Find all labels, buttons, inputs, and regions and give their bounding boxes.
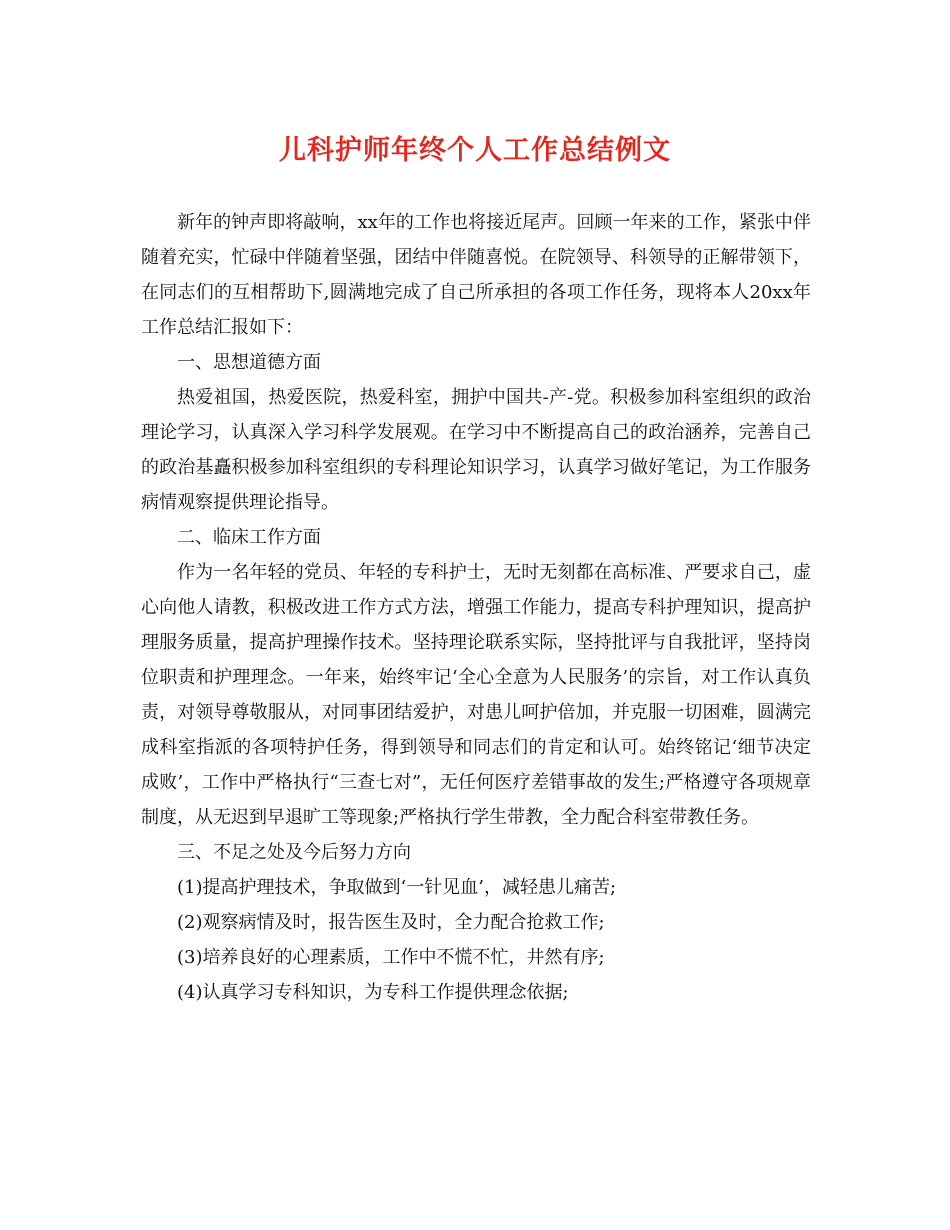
section-heading-improvement: 三、不足之处及今后努力方向 (177, 842, 411, 863)
improvement-item: (2)观察病情及时，报告医生及时，全力配合抢救工作; (177, 912, 605, 933)
section-heading-clinical: 二、临床工作方面 (177, 527, 321, 548)
improvement-item: (4)认真学习专科知识，为专科工作提供理念依据; (177, 982, 569, 1003)
improvement-item: (3)培养良好的心理素质，工作中不慌不忙，井然有序; (177, 947, 605, 968)
document-body (141, 205, 811, 1010)
section-heading-morality: 一、思想道德方面 (177, 352, 321, 373)
section-body-morality: 热爱祖国，热爱医院，热爱科室，拥护中国共-产-党。积极参加科室组织的政治理论学习，认真深入学习科学发展观。在学习中不断提高自己的政治涵养，完善自己的政治基矗积极参加科室组织的专科理论知识学习，认真学习做好笔记，为工作服务病情观察提供理论指导。 (141, 387, 811, 513)
section-body-clinical: 作为一名年轻的党员、年轻的专科护士，无时无刻都在高标准、严要求自己，虚心向他人请教，积极改进工作方式方法，增强工作能力，提高专科护理知识，提高护理服务质量，提高护理操作技术。坚持理论联系实际，坚持批评与自我批评，坚持岗位职责和护理理念。一年来，始终牢记‘全心全意为人民服务’的宗旨，对工作认真负责，对领导尊敬服从，对同事团结爱护，对患儿呵护倍加，并克服一切困难，圆满完成科室指派的各项特护任务，得到领导和同志们的肯定和认可。始终铭记‘细节决定成败’，工作中严格执行“三查七对”，无任何医疗差错事故的发生;严格遵守各项规章制度，从无迟到早退旷工等现象;严格执行学生带教，全力配合科室带教任务。 (141, 562, 811, 828)
intro-paragraph: 新年的钟声即将敲响，xx年的工作也将接近尾声。回顾一年来的工作，紧张中伴随着充实，忙碌中伴随着坚强，团结中伴随喜悦。在院领导、科领导的正解带领下，在同志们的互相帮助下,圆满地完成了自己所承担的各项工作任务，现将本人20xx年工作总结汇报如下： (141, 212, 811, 338)
document-title: 儿科护师年终个人工作总结例文 (279, 135, 671, 166)
improvement-item: (1)提高护理技术，争取做到‘一针见血’，减轻患儿痛苦; (177, 877, 617, 898)
